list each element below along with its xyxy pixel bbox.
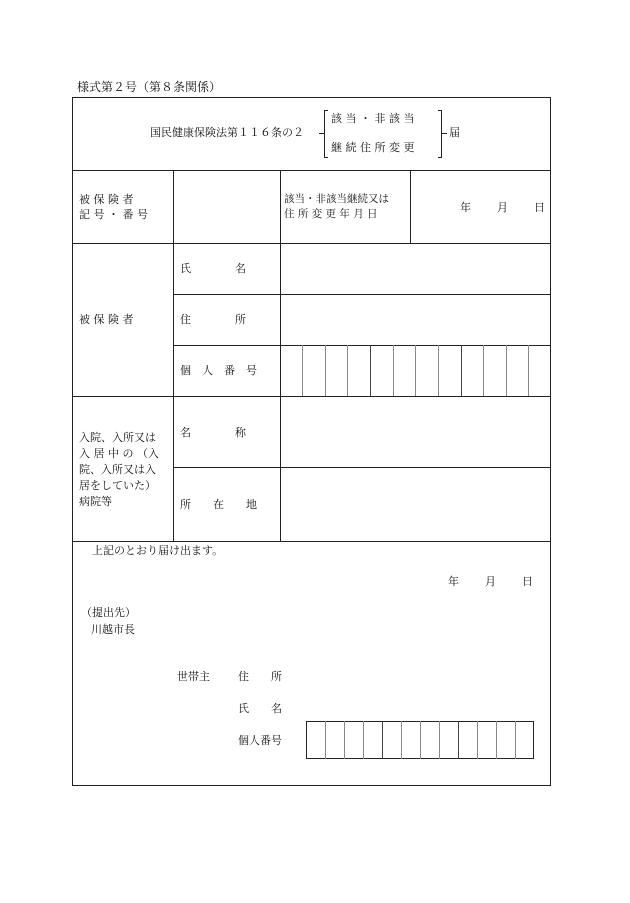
declaration-month: 月 (485, 575, 496, 588)
digit-separator (344, 721, 345, 759)
divider (72, 541, 551, 542)
change-date-field[interactable] (411, 171, 551, 243)
digit-separator (420, 721, 421, 759)
title-law-reference: 国民健康保険法第１１６条の２ (150, 126, 304, 139)
hospital-name-label: 名 称 (180, 426, 246, 439)
digit-separator (325, 345, 326, 396)
insured-section-label: 被 保 険 者 (79, 313, 134, 326)
digit-group-separator (370, 345, 371, 396)
change-date-day: 日 (534, 201, 545, 214)
digit-group-separator (461, 345, 462, 396)
title-suffix: 届 (449, 126, 460, 139)
insured-address-label: 住 所 (180, 313, 246, 326)
digit-separator (515, 721, 516, 759)
declaration-text: 上記のとおり届け出ます。 (92, 544, 224, 557)
hospital-label-line: 居をしていた） (79, 479, 156, 492)
title-bracket-right (438, 110, 442, 158)
digit-separator (528, 345, 529, 396)
insured-number-field[interactable] (174, 171, 280, 243)
change-date-label: 住 所 変 更 年 月 日 (284, 208, 378, 220)
digit-separator (415, 345, 416, 396)
digit-separator (302, 345, 303, 396)
hospital-label-line: 入 居 中 の （入 (79, 447, 159, 460)
digit-group-separator (458, 721, 459, 759)
title-option-applicable: 該 当 ・ 非 該 当 (331, 112, 415, 125)
title-bracket-left (324, 110, 328, 158)
insured-mynumber-field[interactable] (281, 346, 551, 396)
declaration-year: 年 (448, 575, 459, 588)
householder-label: 世帯主 (177, 670, 210, 683)
hospital-label-line: 院、入所又は入 (79, 463, 156, 476)
householder-mynumber-label: 個人番号 (238, 734, 282, 747)
hospital-label-line: 入院、入所又は (79, 431, 156, 444)
digit-separator (347, 345, 348, 396)
digit-separator (483, 345, 484, 396)
title-option-continuation: 継 続 住 所 変 更 (331, 141, 415, 154)
insured-number-label: 被 保 険 者 (79, 193, 134, 206)
digit-separator (439, 721, 440, 759)
form-number-label: 様式第２号（第８条関係） (77, 80, 222, 94)
digit-separator (438, 345, 439, 396)
title-connector (442, 133, 447, 134)
digit-separator (325, 721, 326, 759)
hospital-location-label: 所 在 地 (180, 498, 257, 511)
submit-to-value: 川越市長 (91, 623, 135, 636)
digit-separator (496, 721, 497, 759)
digit-separator (401, 721, 402, 759)
digit-separator (477, 721, 478, 759)
insured-mynumber-label: 個 人 番 号 (180, 364, 257, 377)
digit-separator (393, 345, 394, 396)
householder-address-field[interactable] (300, 664, 530, 688)
insured-name-field[interactable] (281, 244, 551, 294)
hospital-location-field[interactable] (281, 468, 551, 541)
change-date-label: 該当・非該当継続又は (284, 193, 389, 205)
hospital-section-label (79, 430, 159, 510)
insured-number-label: 記 号 ・ 番 号 (79, 208, 148, 221)
hospital-label-line: 病院等 (79, 495, 112, 508)
insured-address-field[interactable] (281, 295, 551, 345)
digit-separator (506, 345, 507, 396)
householder-name-label: 氏 名 (238, 702, 282, 715)
householder-name-field[interactable] (300, 696, 530, 720)
householder-address-label: 住 所 (238, 670, 282, 683)
submit-to-label: （提出先） (81, 606, 136, 619)
insured-name-label: 氏 名 (180, 262, 246, 275)
declaration-day: 日 (522, 575, 533, 588)
change-date-month: 月 (497, 201, 508, 214)
change-date-year: 年 (460, 201, 471, 214)
digit-separator (363, 721, 364, 759)
digit-group-separator (382, 721, 383, 759)
hospital-name-field[interactable] (281, 397, 551, 467)
